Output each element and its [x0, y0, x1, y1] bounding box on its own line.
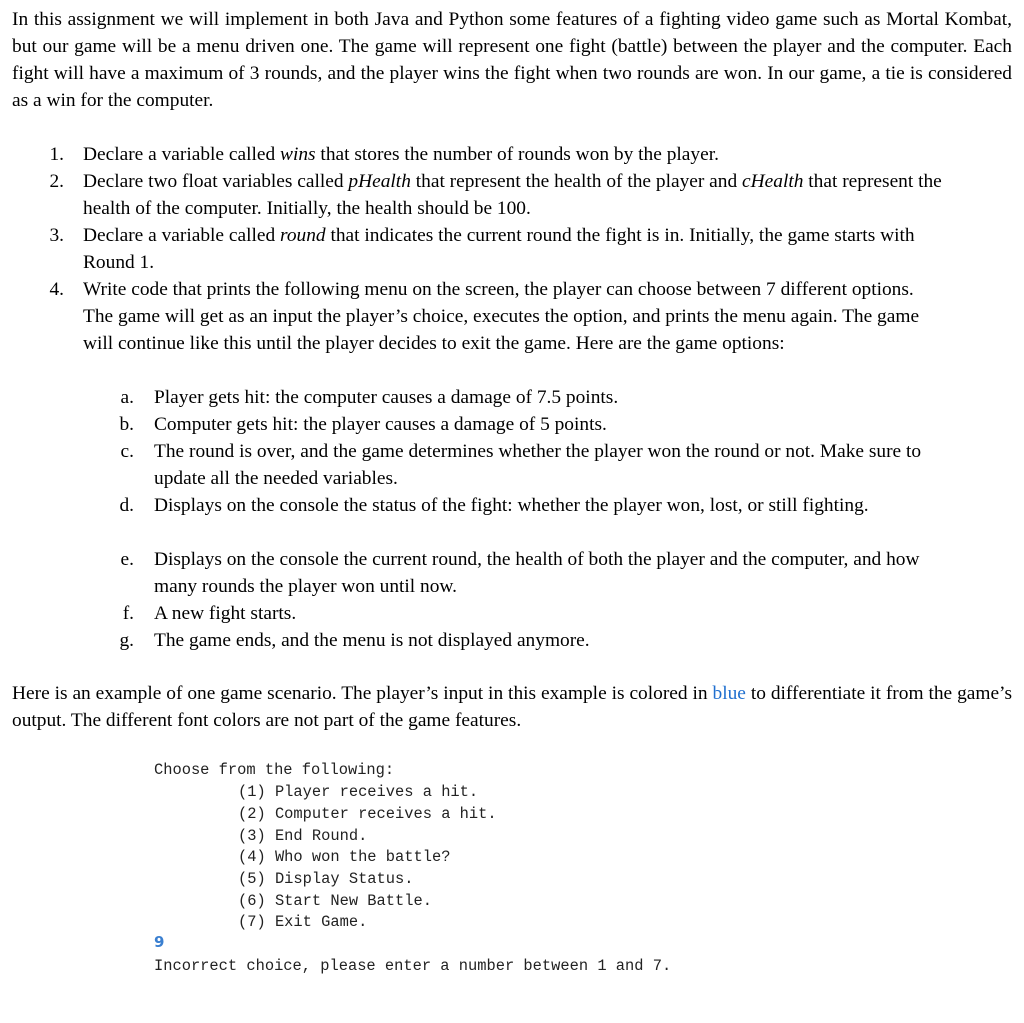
- item-marker: 1.: [49, 144, 64, 165]
- console-menu-line: (5) Display Status.: [238, 870, 414, 888]
- option-text: Displays on the console the status of the fight: whether the player won, lost, or still fighting.: [154, 495, 869, 516]
- console-prompt: Choose from the following:: [154, 761, 395, 779]
- option-text: Computer gets hit: the player causes a damage of 5 points.: [154, 414, 607, 435]
- console-menu-line: (2) Computer receives a hit.: [238, 805, 497, 823]
- option-marker: b.: [119, 414, 134, 435]
- console-menu-line: (7) Exit Game.: [238, 913, 368, 931]
- item-text: Declare two float variables called pHealth that represent the health of the player and cHealth that represent the health of the computer. Initially, the health should be 100.: [83, 171, 942, 219]
- console-menu-line: (1) Player receives a hit.: [238, 783, 479, 801]
- console-user-input: 9: [154, 933, 165, 951]
- console-error: Incorrect choice, please enter a number between 1 and 7.: [154, 957, 672, 975]
- item-text: Write code that prints the following menu on the screen, the player can choose between 7 different options. The game will get as an input the player’s choice, executes the option, and prints the menu again. The game will continue like this until the player decides to exit the game. Here are the game options:: [83, 279, 920, 354]
- option-marker: a.: [120, 387, 134, 408]
- item-marker: 4.: [49, 279, 64, 300]
- console-menu-line: (4) Who won the battle?: [238, 848, 451, 866]
- option-marker: e.: [120, 549, 134, 570]
- option-marker: g.: [119, 630, 134, 651]
- item-text: Declare a variable called round that indicates the current round the fight is in. Initially, the game starts with Round 1.: [83, 225, 915, 273]
- option-marker: f.: [122, 603, 134, 624]
- item-marker: 3.: [49, 225, 64, 246]
- item-marker: 2.: [49, 171, 64, 192]
- option-text: Displays on the console the current round, the health of both the player and the computer, and how many rounds the player won until now.: [154, 549, 920, 597]
- console-menu-line: (3) End Round.: [238, 827, 368, 845]
- option-marker: d.: [119, 495, 134, 516]
- item-text: Declare a variable called wins that stores the number of rounds won by the player.: [83, 144, 719, 165]
- intro-paragraph: In this assignment we will implement in both Java and Python some features of a fighting video game such as Mortal Kombat, but our game will be a menu driven one. The game will represent one fight (battle) between the player and the computer. Each fight will have a maximum of 3 rounds, and the player wins the fight when two rounds are won. In our game, a tie is considered as a win for the computer.: [12, 9, 1012, 111]
- example-paragraph: Here is an example of one game scenario. The player’s input in this example is colored in blue to differentiate it from the game’s output. The different font colors are not part of the game features.: [12, 683, 1012, 731]
- option-text: Player gets hit: the computer causes a damage of 7.5 points.: [154, 387, 619, 408]
- option-text: The round is over, and the game determines whether the player won the round or not. Make sure to update all the needed variables.: [154, 441, 922, 489]
- option-marker: c.: [120, 441, 134, 462]
- option-text: The game ends, and the menu is not displayed anymore.: [154, 630, 590, 651]
- blue-word: blue: [712, 683, 746, 704]
- option-text: A new fight starts.: [154, 603, 297, 624]
- console-menu-line: (6) Start New Battle.: [238, 892, 432, 910]
